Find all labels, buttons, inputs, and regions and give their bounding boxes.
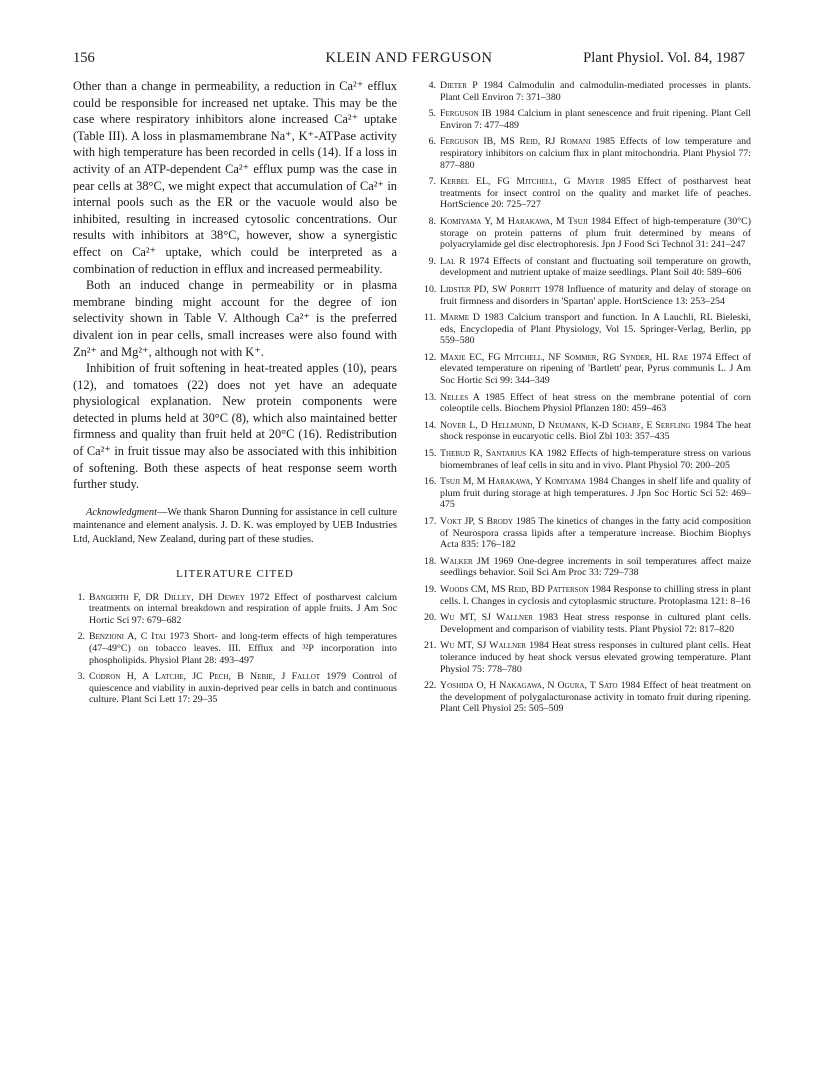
reference-entry xyxy=(424,392,751,415)
body-paragraph: Both an induced change in permeability or in plasma membrane binding might account for the degree of ion selectivity shown in Table V. Although Ca²⁺ is the preferred divalent ion in pear cells, small increases were also found with Zn²⁺ and Mg²⁺, although not with K⁺. xyxy=(73,278,397,359)
reference-number: 16. xyxy=(424,476,437,488)
reference-authors: Wu MT, SJ Wallner xyxy=(440,640,527,652)
reference-entry xyxy=(424,584,751,607)
reference-number: 19. xyxy=(424,583,437,595)
literature-cited-heading: LITERATURE CITED xyxy=(176,567,294,580)
reference-entry xyxy=(424,420,751,443)
reference-number: 7. xyxy=(428,176,436,188)
reference-authors: Komiyama Y, M Harakawa, M Tsuji xyxy=(440,215,588,227)
reference-entry xyxy=(424,352,751,387)
header-authors: KLEIN AND FERGUSON xyxy=(325,50,493,66)
reference-entry xyxy=(424,312,751,347)
reference-entry xyxy=(424,640,751,675)
reference-authors: Walker JM xyxy=(440,555,490,567)
reference-authors: Marme D xyxy=(440,312,481,324)
reference-authors: Kerbel EL, FG Mitchell, G Mayer xyxy=(440,176,605,188)
reference-text: 1984 Calcium in plant senescence and fruit ripening. Plant Cell Environ 7: 477–489 xyxy=(440,108,751,131)
reference-text: 1985 Effects of low temperature and respiratory inhibitors on calcium flux in plant mitochondria. Plant Physiol 77: 877–880 xyxy=(440,136,751,171)
reference-entry xyxy=(424,80,751,103)
reference-number: 6. xyxy=(428,136,436,148)
reference-number: 4. xyxy=(428,80,436,91)
reference-authors: Lal R xyxy=(440,255,466,267)
reference-entry xyxy=(73,592,397,627)
reference-text: 1979 Control of quiescence and viability in auxin-deprived pear cells in batch and continuous culture. Plant Sci Lett 17: 29–35 xyxy=(89,671,397,706)
body-paragraph: Inhibition of fruit softening in heat-treated apples (10), pears (12), and tomatoes (22) does not yet have an adequate physiological explanation. New protein components were detected in plums held at 30°C (8), which also maintained better firmness and quality than fruit held at 20°C (16). Redistribution of Ca²⁺ in fruit tissue may also be associated with this inhibition of softening. Both these aspects of heat response seem worth further study. xyxy=(73,361,397,492)
acknowledgment-label: Acknowledgment xyxy=(86,506,157,518)
reference-entry xyxy=(424,136,751,171)
reference-number: 21. xyxy=(424,640,437,652)
reference-number: 18. xyxy=(424,555,437,567)
reference-text: 1984 Effect of heat treatment on the development of polygalacturonase activity in tomato fruit during ripening. Plant Cell Physiol 25: 505–509 xyxy=(440,680,751,715)
reference-number: 3. xyxy=(77,671,85,683)
reference-authors: Nelles A xyxy=(440,391,480,403)
reference-authors: Bangerth F, DR Dilley, DH Dewey xyxy=(89,591,245,603)
right-column xyxy=(424,80,751,720)
acknowledgment-text: —We thank Sharon Dunning for assistance in cell culture maintenance and element analysis. J. D. K. was employed by UEB Industries Ltd, Auckland, New Zealand, during part of these studies. xyxy=(73,506,397,546)
reference-text: 1984 Response to chilling stress in plant cells. I. Changes in cyclosis and cytoplasmic structure. Protoplasma 121: 8–16 xyxy=(440,583,751,607)
reference-text: 1985 Effect of heat stress on the membrane potential of corn coleoptile cells. Biochem Physiol Pflanzen 180: 459–463 xyxy=(440,391,751,415)
reference-number: 2. xyxy=(77,631,85,643)
reference-entry xyxy=(424,216,751,251)
reference-text: 1984 Calmodulin and calmodulin-mediated processes in plants. Plant Cell Environ 7: 371–380 xyxy=(440,80,751,103)
reference-entry xyxy=(73,671,397,706)
reference-entry xyxy=(424,612,751,635)
reference-text: 1978 Influence of maturity and delay of storage on fruit firmness and disorders in 'Spartan' apple. HortScience 13: 253–254 xyxy=(440,283,751,307)
reference-text: 1982 Effects of high-temperature stress on various biomembranes of leaf cells in situ and in vivo. Plant Physiol 70: 200–205 xyxy=(440,448,751,471)
reference-text: 1972 Effect of postharvest calcium treatments on internal breakdown and respiration of apple fruits. J Am Soc Hortic Sci 97: 679–682 xyxy=(89,591,397,626)
reference-text: 1985 The kinetics of changes in the fatty acid composition of Neurospora crassa lipids after a temperature increase. Biochim Biophys Acta 835: 176–182 xyxy=(440,516,751,551)
reference-text: 1984 Heat stress responses in cultured plant cells. Heat tolerance induced by heat shock versus elevated growing temperature. Plant Physiol 75: 778–780 xyxy=(440,640,751,675)
reference-number: 13. xyxy=(424,391,437,403)
body-paragraph: Other than a change in permeability, a reduction in Ca²⁺ efflux could be responsible for increased net uptake. This may be the case where respiratory inhibitors alone increased Ca²⁺ uptake (Table III). A loss in plasmamembrane Na⁺, K⁺-ATPase activity with high temperature has been recorded in cells (14). If a loss in activity of an ATP-dependent Ca²⁺ efflux pump was the case in pear cells at 38°C, we might expect that accumulation of Ca²⁺ in internal pools such as the ER or the vacuole would also be inhibited, resulting in increased cytosolic concentrations. Our results with inhibitors at 38°C, however, show a synergistic effect on Ca²⁺ uptake, which could be interpreted as a combination of reduction in efflux and increased permeability. xyxy=(73,79,397,276)
reference-entry xyxy=(73,631,397,666)
reference-entry xyxy=(424,448,751,471)
reference-entry xyxy=(424,176,751,211)
page-number: 156 xyxy=(73,50,95,66)
reference-text: 1984 Effect of high-temperature (30°C) storage on protein patterns of plum fruit determined by means of polyacrylamide gel disc electrophoresis. Jpn J Food Sci Technol 31: 241–247 xyxy=(440,215,751,251)
reference-text: 1983 Heat stress response in cultured plant cells. Development and comparison of viability tests. Plant Physiol 72: 817–820 xyxy=(440,612,751,635)
reference-entry xyxy=(424,516,751,551)
reference-number: 14. xyxy=(424,419,437,431)
reference-authors: Vokt JP, S Brody xyxy=(440,516,513,527)
reference-number: 20. xyxy=(424,612,437,624)
reference-authors: Nover L, D Hellmund, D Neumann, K-D Scharf, E Serfling xyxy=(440,419,691,431)
reference-entry xyxy=(424,476,751,511)
reference-number: 15. xyxy=(424,448,437,460)
reference-text: 1984 Changes in shelf life and quality of plum fruit during storage at high temperatures. J Jpn Soc Hortic Sci 52: 469–475 xyxy=(440,476,751,511)
acknowledgment xyxy=(73,506,397,547)
reference-authors: Ferguson IB, MS Reid, RJ Romani xyxy=(440,136,591,148)
reference-list-left xyxy=(73,592,397,706)
left-column xyxy=(73,78,397,711)
reference-authors: Codron H, A Latche, JC Pech, B Nebie, J Fallot xyxy=(89,671,321,683)
reference-number: 9. xyxy=(428,255,436,267)
reference-number: 22. xyxy=(424,680,437,692)
reference-text: 1974 Effects of constant and fluctuating soil temperature on growth, development and nutrient uptake of maize seedlings. Plant Soil 40: 589–606 xyxy=(440,255,751,279)
reference-authors: Thebud R, Santarius KA xyxy=(440,448,544,460)
reference-number: 17. xyxy=(424,516,437,527)
reference-number: 1. xyxy=(77,591,85,603)
reference-authors: Maxie EC, FG Mitchell, NF Sommer, RG Synder, HL Rae xyxy=(440,351,689,363)
reference-entry xyxy=(424,108,751,131)
reference-entry xyxy=(424,556,751,579)
reference-list-right xyxy=(424,80,751,715)
reference-authors: Yoshida O, H Nakagawa, N Ogura, T Sato xyxy=(440,680,618,692)
reference-number: 10. xyxy=(424,283,437,295)
reference-text: 1974 Effect of elevated temperature on ripening of 'Bartlett' pear, Pyrus communis L. J Am Soc Hortic Sci 99: 344–349 xyxy=(440,351,751,387)
reference-authors: Ferguson IB xyxy=(440,108,492,120)
reference-authors: Tsuji M, M Harakawa, Y Komiyama xyxy=(440,476,586,488)
reference-text: 1984 The heat shock response in eucaryotic cells. Biol Zbl 103: 357–435 xyxy=(440,419,751,443)
reference-number: 12. xyxy=(424,351,437,363)
running-header xyxy=(73,50,745,70)
reference-text: 1985 Effect of postharvest heat treatments for insect control on the quality and market life of peaches. HortScience 20: 725–727 xyxy=(440,176,751,211)
reference-number: 5. xyxy=(428,108,436,120)
reference-text: 1983 Calcium transport and function. In A Lauchli, RL Bieleski, eds, Encyclopedia of Plant Physiology, Vol 15. Springer-Verlag, Berlin, pp 559–580 xyxy=(440,312,751,347)
reference-authors: Wu MT, SJ Wallner xyxy=(440,612,534,624)
reference-entry xyxy=(424,680,751,715)
reference-entry xyxy=(424,284,751,307)
reference-authors: Woods CM, MS Reid, BD Patterson xyxy=(440,583,589,595)
reference-authors: Lidster PD, SW Porritt xyxy=(440,283,541,295)
reference-text: 1969 One-degree increments in soil temperatures affect maize seedlings behavior. Soil Sci Am Proc 33: 729–738 xyxy=(440,555,752,579)
reference-number: 11. xyxy=(424,312,436,324)
header-journal: Plant Physiol. Vol. 84, 1987 xyxy=(583,50,745,66)
reference-authors: Dieter P xyxy=(440,80,478,91)
reference-text: 1973 Short- and long-term effects of high temperatures (47–49°C) on tobacco leaves. III. Efflux and ³²P incorporation into phospholipids. Physiol Plant 28: 493–497 xyxy=(89,631,397,666)
reference-authors: Benzioni A, C Itai xyxy=(89,631,166,643)
reference-number: 8. xyxy=(428,215,436,227)
reference-entry xyxy=(424,256,751,279)
